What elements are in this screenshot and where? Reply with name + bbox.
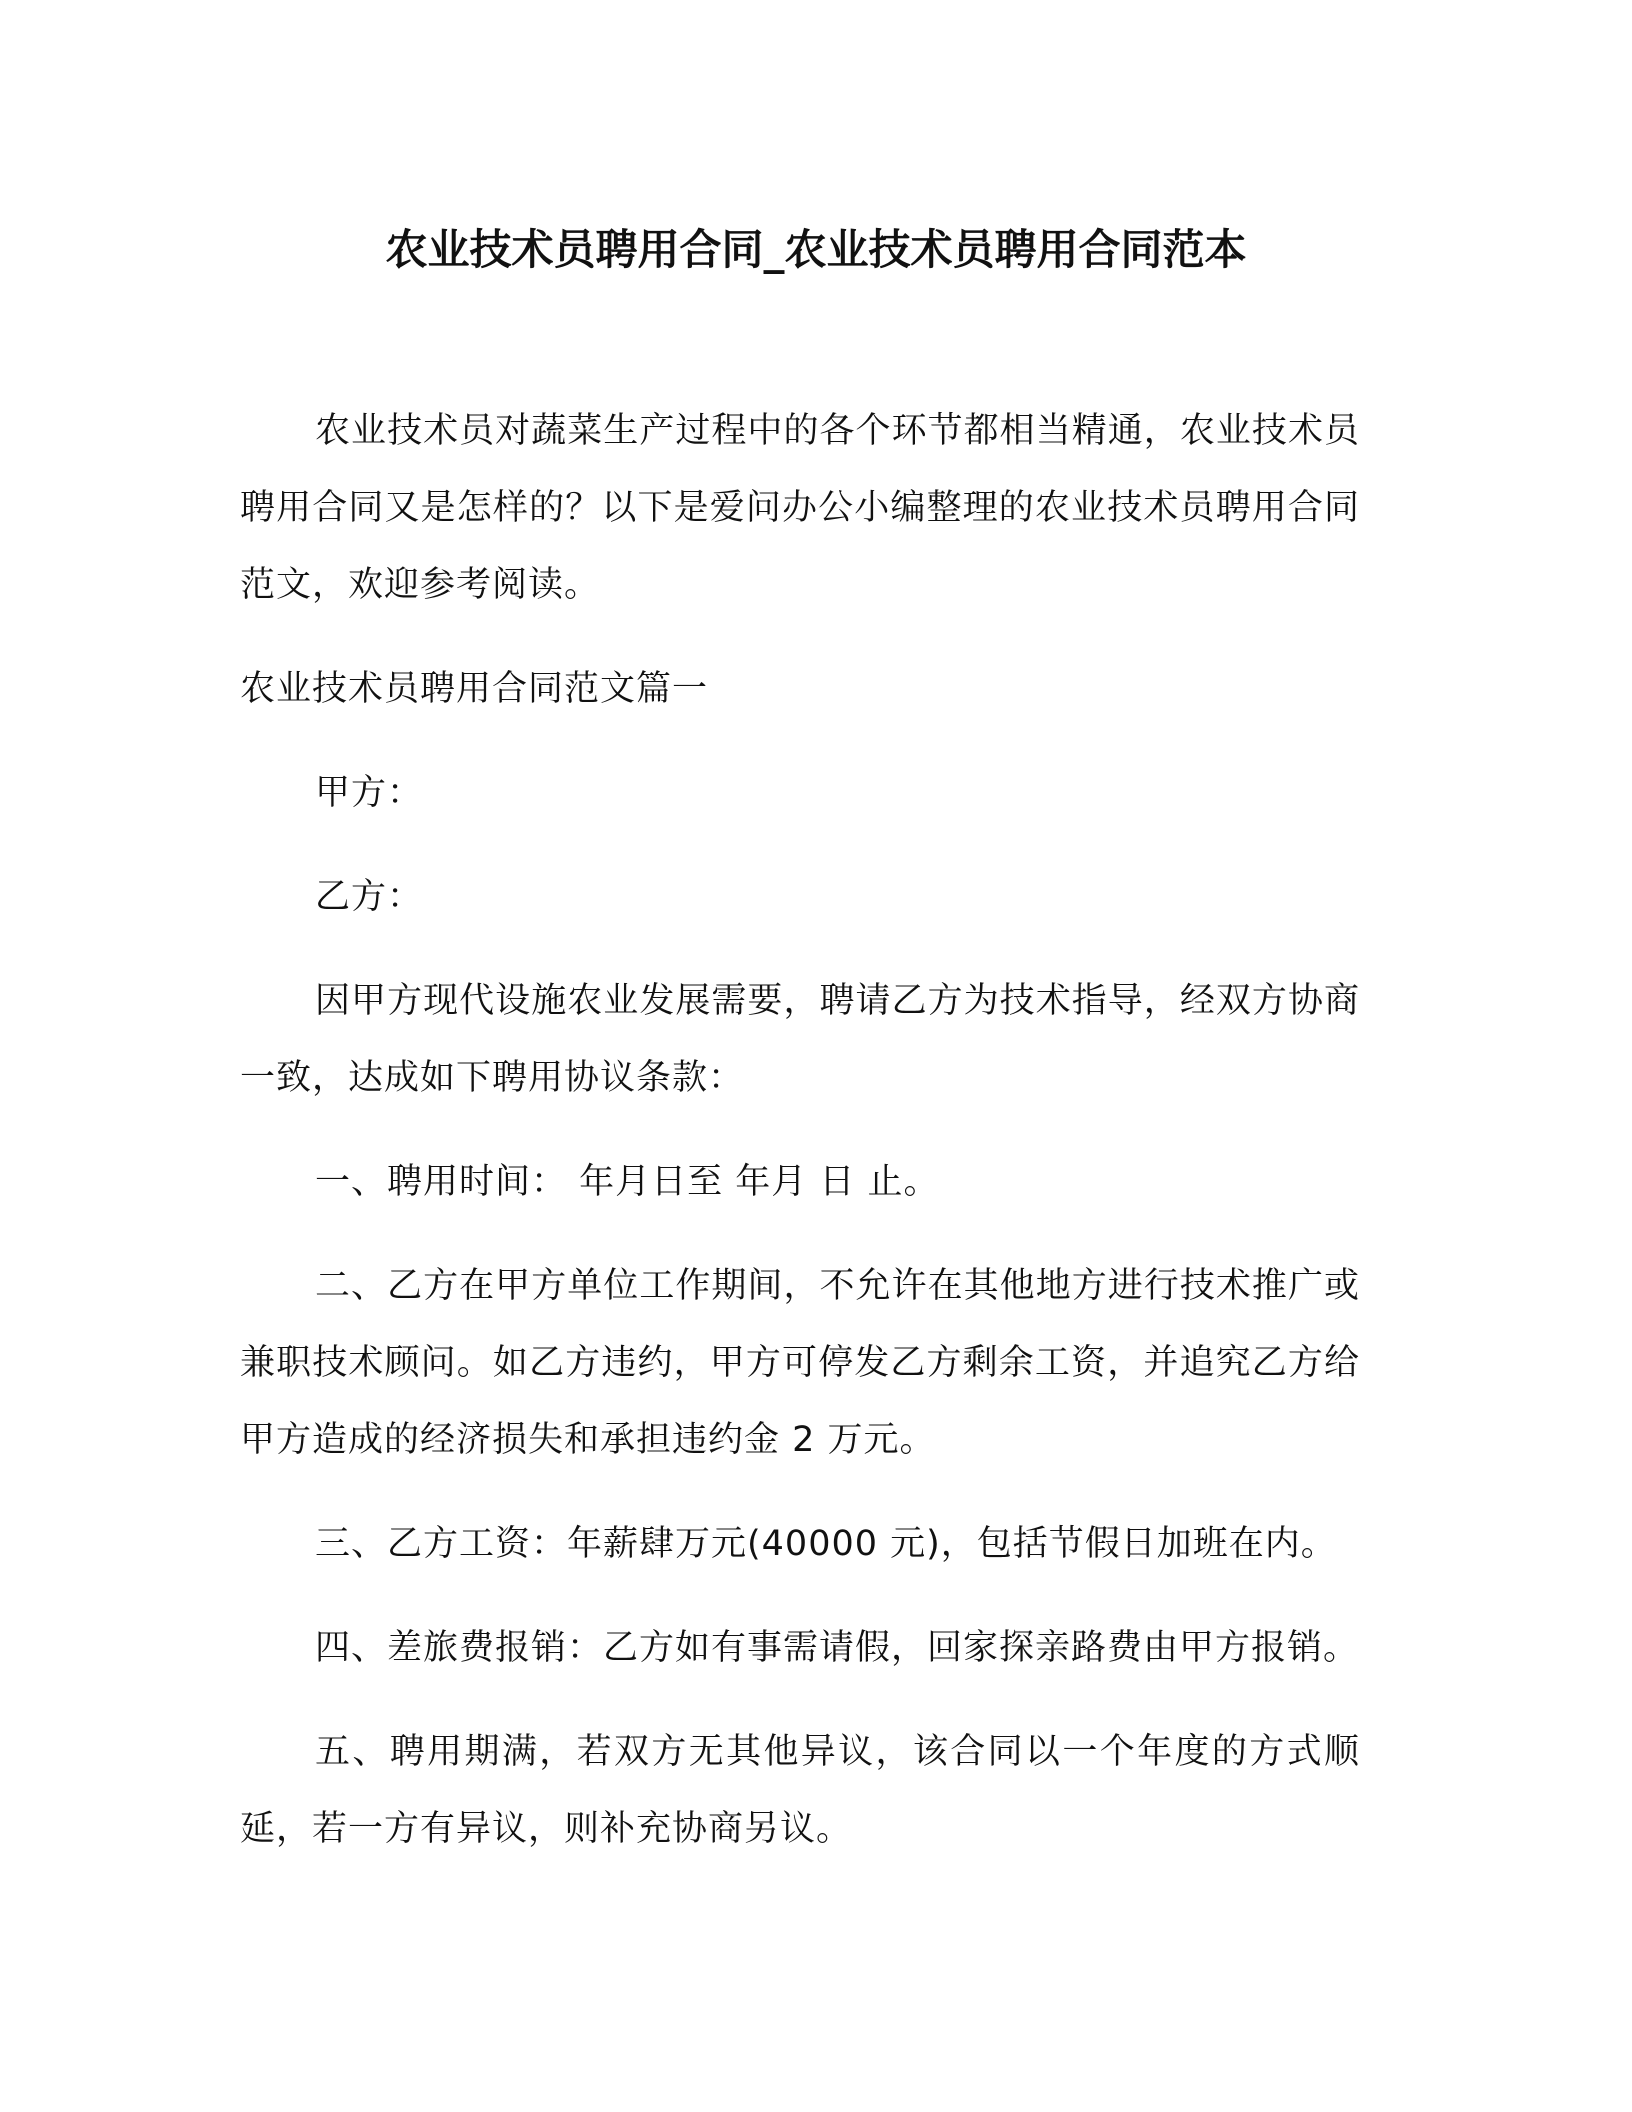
intro-paragraph: 农业技术员对蔬菜生产过程中的各个环节都相当精通，农业技术员聘用合同又是怎样的？以下是爱问办公小编整理的农业技术员聘用合同范文，欢迎参考阅读。: [240, 411, 1360, 605]
document-title: 农业技术员聘用合同_农业技术员聘用合同范本: [385, 225, 1247, 274]
clause-2: 二、乙方在甲方单位工作期间，不允许在其他地方进行技术推广或兼职技术顾问。如乙方违约，甲方可停发乙方剩余工资，并追究乙方给甲方造成的经济损失和承担违约金 2 万元。: [240, 1266, 1360, 1460]
clause-4: 四、差旅费报销：乙方如有事需请假，回家探亲路费由甲方报销。: [315, 1628, 1360, 1668]
party-a-line: 甲方：: [315, 773, 424, 813]
clause-5: 五、聘用期满，若双方无其他异议，该合同以一个年度的方式顺延，若一方有异议，则补充协商另议。: [240, 1732, 1360, 1849]
preamble-paragraph: 因甲方现代设施农业发展需要，聘请乙方为技术指导，经双方协商一致，达成如下聘用协议条款：: [240, 981, 1360, 1098]
clause-1: 一、聘用时间： 年月日至 年月 日 止。: [315, 1162, 940, 1202]
document-body: [240, 393, 1360, 1868]
clause-3: 三、乙方工资：年薪肆万元(40000 元)，包括节假日加班在内。: [315, 1524, 1337, 1564]
section-heading: 农业技术员聘用合同范文篇一: [240, 669, 709, 709]
party-b-line: 乙方：: [315, 877, 424, 917]
